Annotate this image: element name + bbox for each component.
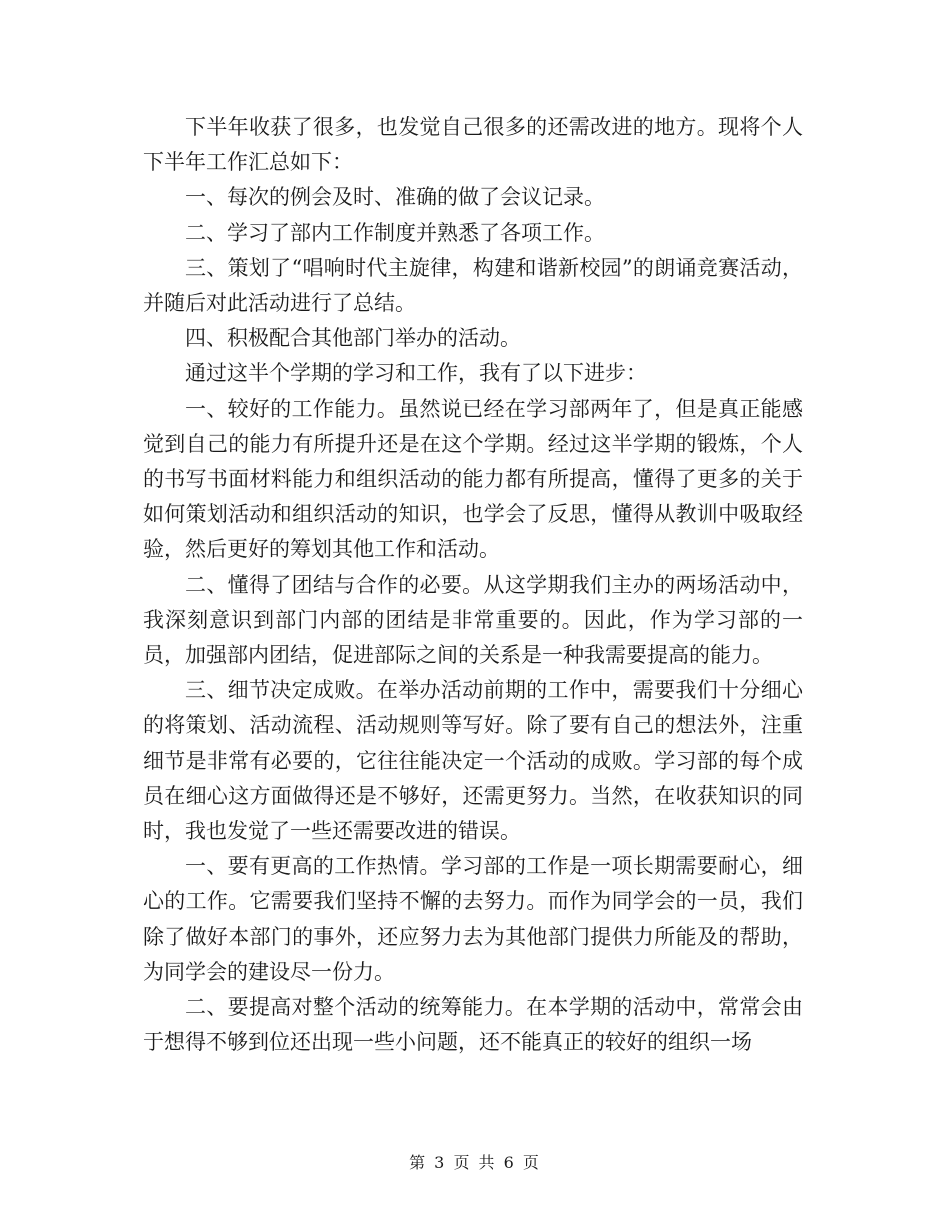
paragraph-item-2: 二、学习了部内工作制度并熟悉了各项工作。 [185, 220, 605, 245]
document-body [143, 110, 803, 1060]
paragraph-intro: 下半年收获了很多，也发觉自己很多的还需改进的地方。现将个人下半年工作汇总如下： [143, 115, 803, 175]
paragraph-improve-1: 一、要有更高的工作热情。学习部的工作是一项长期需要耐心，细心的工作。它需要我们坚持不懈的去努力。而作为同学会的一员，我们除了做好本部门的事外，还应努力去为其他部门提供力所能及的帮助，为同学会的建设尽一份力。 [143, 854, 803, 984]
paragraph-progress-1: 一、较好的工作能力。虽然说已经在学习部两年了，但是真正能感觉到自己的能力有所提升还是在这个学期。经过这半学期的锻炼，个人的书写书面材料能力和组织活动的能力都有所提高，懂得了更多的关于如何策划活动和组织活动的知识，也学会了反思，懂得从教训中吸取经验，然后更好的筹划其他工作和活动。 [143, 396, 803, 562]
paragraph-progress-3: 三、细节决定成败。在举办活动前期的工作中，需要我们十分细心的将策划、活动流程、活动规则等写好。除了要有自己的想法外，注重细节是非常有必要的，它往往能决定一个活动的成败。学习部的每个成员在细心这方面做得还是不够好，还需更努力。当然，在收获知识的同时，我也发觉了一些还需要改进的错误。 [143, 678, 803, 844]
paragraph-item-4: 四、积极配合其他部门举办的活动。 [185, 326, 521, 351]
paragraph-progress-intro: 通过这半个学期的学习和工作，我有了以下进步： [185, 361, 647, 386]
paragraph-item-1: 一、每次的例会及时、准确的做了会议记录。 [185, 185, 605, 210]
paragraph-item-3: 三、策划了“唱响时代主旋律，构建和谐新校园”的朗诵竞赛活动，并随后对此活动进行了总结。 [143, 255, 803, 316]
page-number-footer: 第 3 页 共 6 页 [409, 1153, 541, 1172]
paragraph-progress-2: 二、懂得了团结与合作的必要。从这学期我们主办的两场活动中，我深刻意识到部门内部的团结是非常重要的。因此，作为学习部的一员，加强部内团结，促进部际之间的关系是一种我需要提高的能力。 [143, 572, 803, 668]
paragraph-improve-2: 二、要提高对整个活动的统筹能力。在本学期的活动中，常常会由于想得不够到位还出现一些小问题，还不能真正的较好的组织一场 [143, 995, 803, 1055]
